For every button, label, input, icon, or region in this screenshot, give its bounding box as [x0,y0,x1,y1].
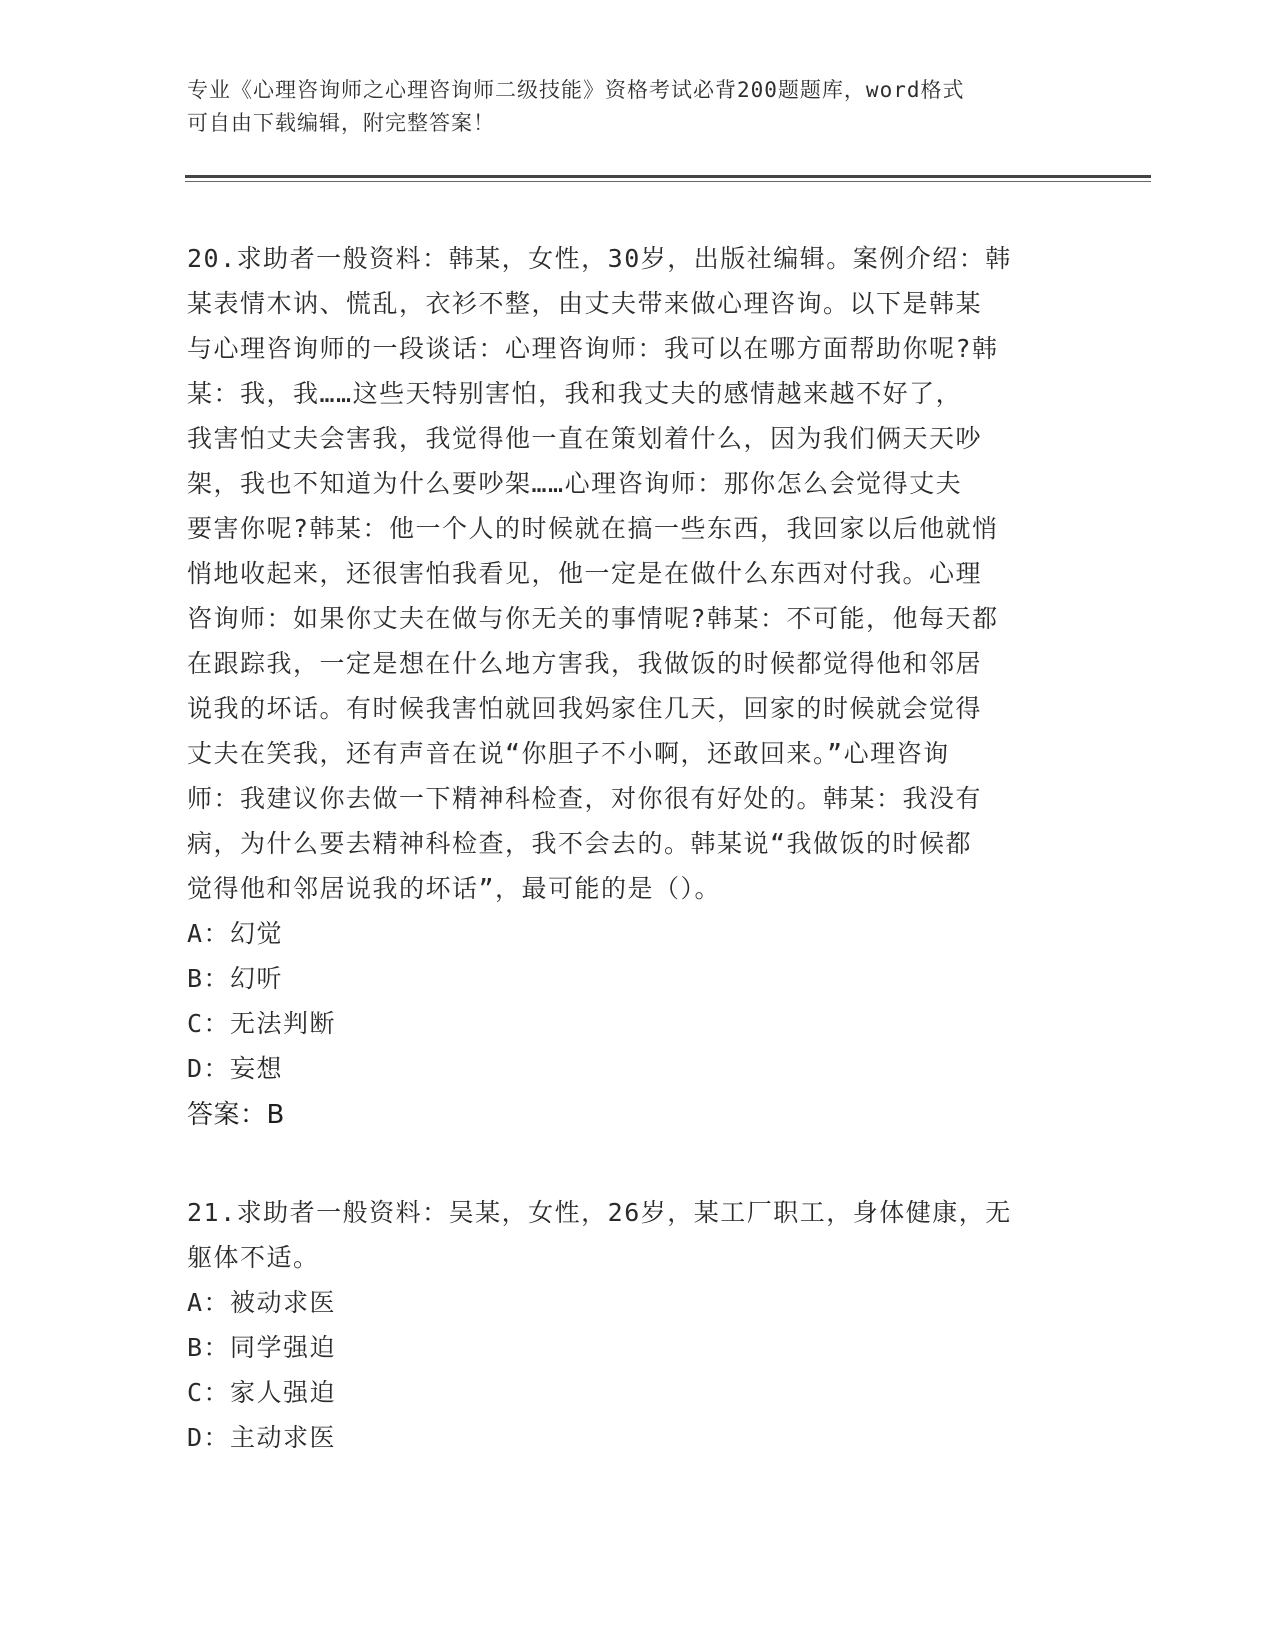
stem-line: 20.求助者一般资料：韩某，女性，30岁，出版社编辑。案例介绍：韩 [187,244,1012,273]
option-a: A：幻觉 [187,919,284,948]
stem-line: 在跟踪我，一定是想在什么地方害我，我做饭的时候都觉得他和邻居 [187,649,983,678]
header-divider-thin [185,181,1151,182]
header-divider-thick [185,175,1151,178]
stem-line: 某：我，我……这些天特别害怕，我和我丈夫的感情越来越不好了， [187,379,963,408]
option-d: D：主动求医 [187,1423,337,1452]
stem-line: 师：我建议你去做一下精神科检查，对你很有好处的。韩某：我没有 [187,784,983,813]
stem-line: 某表情木讷、慌乱，衣衫不整，由丈夫带来做心理咨询。以下是韩某 [187,289,983,318]
option-c: C：无法判断 [187,1009,337,1038]
stem-line: 架，我也不知道为什么要吵架……心理咨询师：那你怎么会觉得丈夫 [187,469,963,498]
option-a: A：被动求医 [187,1288,337,1317]
document-header [187,74,1067,140]
stem-line: 病，为什么要去精神科检查，我不会去的。韩某说“我做饭的时候都 [187,829,973,858]
stem-line: 21.求助者一般资料：吴某，女性，26岁，某工厂职工，身体健康，无 [187,1198,1012,1227]
option-b: B：幻听 [187,964,284,993]
option-list [187,911,1087,1091]
stem-line: 说我的坏话。有时候我害怕就回我妈家住几天，回家的时候就会觉得 [187,694,983,723]
stem-line: 要害你呢?韩某：他一个人的时候就在搞一些东西，我回家以后他就悄 [187,514,999,543]
option-b: B：同学强迫 [187,1333,337,1362]
header-line-2: 可自由下载编辑，附完整答案！ [187,111,495,135]
stem-line: 悄地收起来，还很害怕我看见，他一定是在做什么东西对付我。心理 [187,559,983,588]
option-c: C：家人强迫 [187,1378,337,1407]
stem-line: 丈夫在笑我，还有声音在说“你胆子不小啊，还敢回来。”心理咨询 [187,739,950,768]
option-d: D：妄想 [187,1054,284,1083]
header-line-1: 专业《心理咨询师之心理咨询师二级技能》资格考试必背200题题库，word格式 [187,78,965,102]
question-stem [187,236,1087,911]
answer-line: 答案：B [187,1100,285,1130]
question-21 [187,1190,1087,1460]
stem-line: 觉得他和邻居说我的坏话”，最可能的是（）。 [187,874,722,903]
stem-line: 躯体不适。 [187,1243,320,1272]
stem-line: 咨询师：如果你丈夫在做与你无关的事情呢?韩某：不可能，他每天都 [187,604,999,633]
stem-line: 我害怕丈夫会害我，我觉得他一直在策划着什么，因为我们俩天天吵 [187,424,983,453]
stem-line: 与心理咨询师的一段谈话：心理咨询师：我可以在哪方面帮助你呢?韩 [187,334,999,363]
question-stem [187,1190,1087,1280]
question-20 [187,236,1087,1138]
option-list [187,1280,1087,1460]
